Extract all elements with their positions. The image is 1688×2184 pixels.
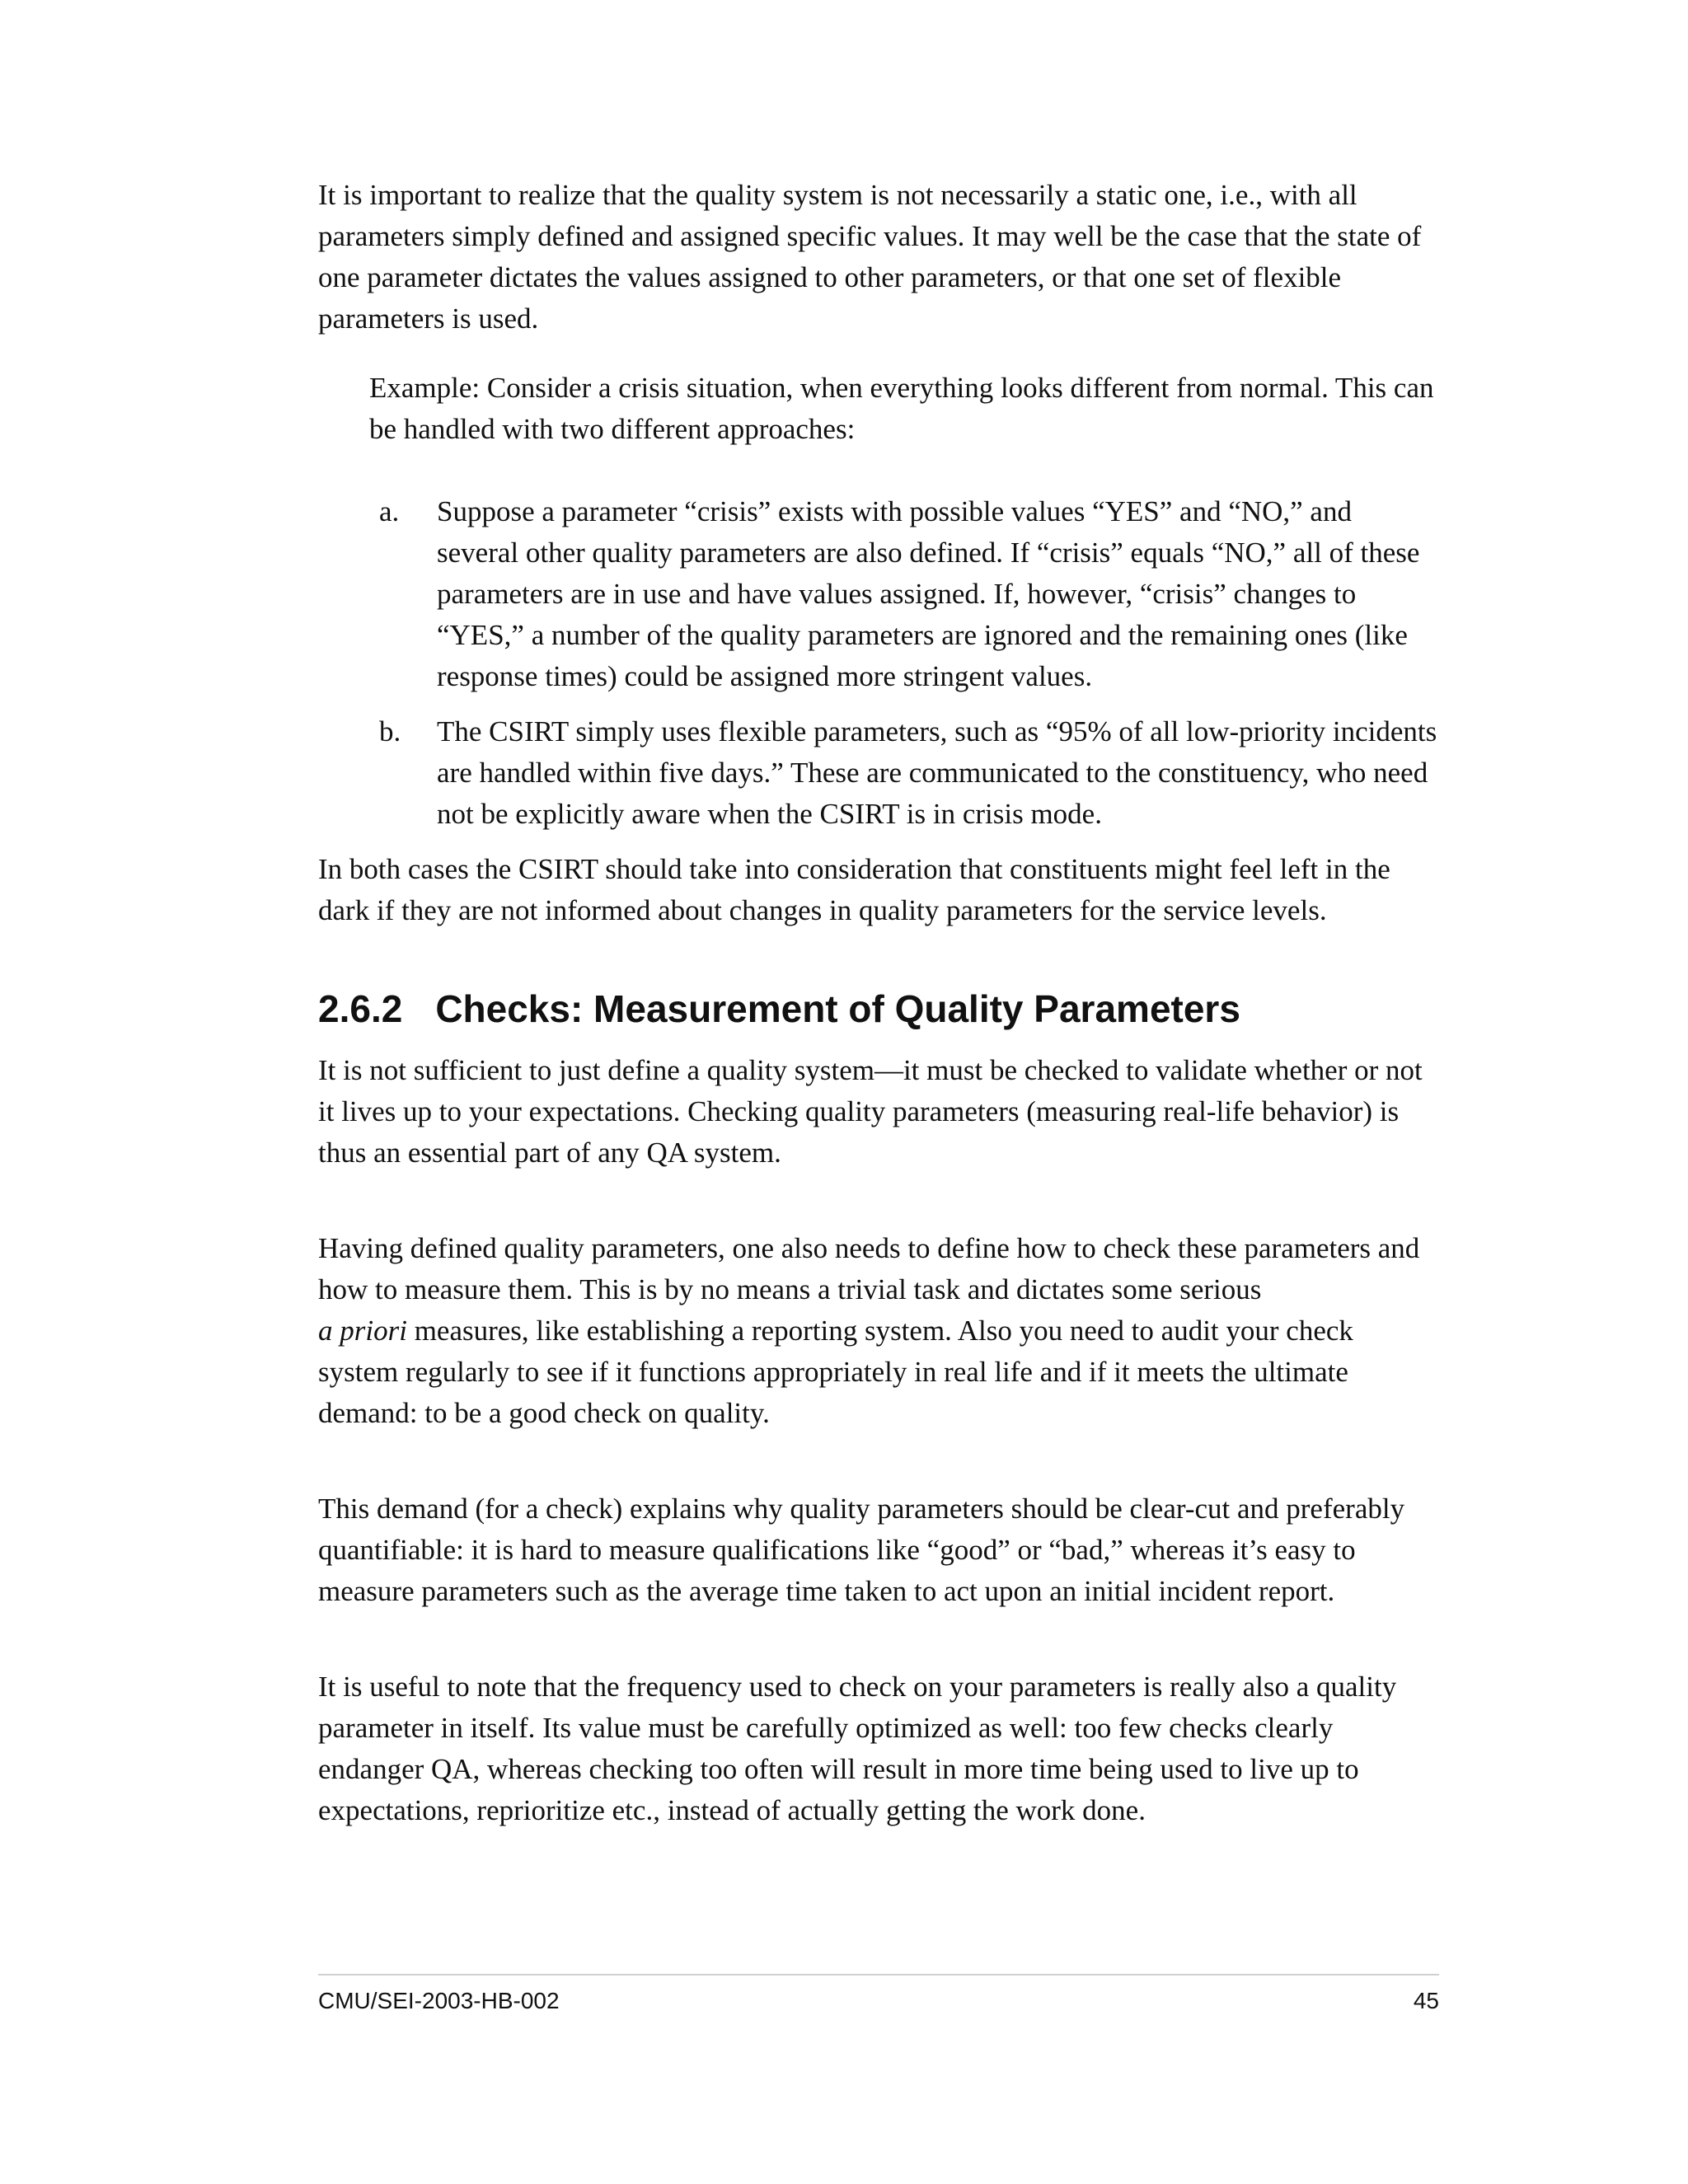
document-id: CMU/SEI-2003-HB-002 [318,1988,560,2013]
list-item-text: The CSIRT simply uses flexible parameters, such as “95% of all low-priority incidents are handled within five days.” These are communicated to the constituency, who need not be explicitly aware when the CSIRT is in crisis mode. [437,715,1437,830]
list-item-text: Suppose a parameter “crisis” exists with possible values “YES” and “NO,” and several other quality parameters are also defined. If “crisis” equals “NO,” all of these parameters are in use and have values assigned. If, however, “crisis” changes to “YES,” a number of the quality parameters are ignored and the remaining ones (like response times) could be assigned more stringent values. [437,495,1420,692]
approaches-list [369,491,1439,835]
section-heading [318,986,1439,1032]
page-footer [318,1974,1439,2015]
section-paragraph-4: It is useful to note that the frequency used to check on your parameters is really also a quality parameter in itself. Its value must be carefully optimized as well: too few checks clearly endanger QA, whereas checking too often will result in more time being used to live up to expectations, reprioritize etc., instead of actually getting the work done. [318,1671,1397,1826]
list-item [369,491,1439,697]
section-paragraph-3: This demand (for a check) explains why quality parameters should be clear-cut and preferably quantifiable: it is hard to measure qualifications like “good” or “bad,” whereas it’s easy to measure parameters such as the average time taken to act upon an initial incident report. [318,1493,1405,1607]
example-paragraph: Example: Consider a crisis situation, when everything looks different from normal. This can be handled with two different approaches: [369,372,1434,445]
section-title: Checks: Measurement of Quality Parameters [435,987,1240,1030]
list-item [369,711,1439,835]
both-cases-paragraph: In both cases the CSIRT should take into consideration that constituents might feel left in the dark if they are not informed about changes in quality parameters for the service levels. [318,853,1390,926]
intro-paragraph: It is important to realize that the quality system is not necessarily a static one, i.e., with all parameters simply defined and assigned specific values. It may well be the case that the state of one parameter dictates the values assigned to other parameters, or that one set of flexible parameters is used. [318,179,1422,335]
section-paragraph-1: It is not sufficient to just define a quality system—it must be checked to validate whether or not it lives up to your expectations. Checking quality parameters (measuring real-life behavior) is thus an essential part of any QA system. [318,1054,1423,1169]
page-body [318,175,1439,1831]
list-marker: a. [379,495,400,527]
section-paragraph-2 [318,1228,1439,1434]
section-number: 2.6.2 [318,987,403,1030]
page-number: 45 [1413,1988,1439,2013]
italic-term: a priori [318,1315,407,1347]
paragraph-text: measures, like establishing a reporting system. Also you need to audit your check system regularly to see if it functions appropriately in real life and if it meets the ultimate demand: to be a good check on quality. [318,1315,1353,1429]
list-marker: b. [379,715,401,748]
paragraph-text: Having defined quality parameters, one also needs to define how to check these parameters and how to measure them. This is by no means a trivial task and dictates some serious [318,1232,1420,1305]
